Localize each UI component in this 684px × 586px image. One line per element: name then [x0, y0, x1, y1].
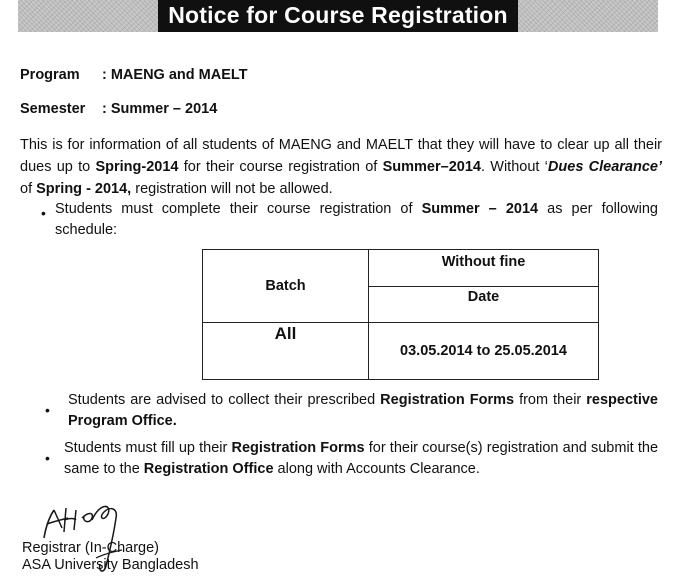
without-fine-header: Without fine	[369, 250, 599, 287]
bullet-text: for their course(s) registration and submit the same to the	[64, 440, 659, 477]
schedule-table	[202, 249, 599, 380]
bullet-dot: •	[45, 402, 50, 418]
signatory-org: ASA University Bangladesh	[22, 557, 199, 573]
semester-row	[20, 101, 217, 117]
batch-value: All	[203, 323, 369, 380]
program-label: Program	[20, 67, 80, 83]
para-bold-summer: Summer–2014	[382, 159, 481, 175]
program-value: : MAENG and MAELT	[102, 67, 248, 83]
semester-label: Semester	[20, 101, 86, 117]
bullet-dot: •	[45, 450, 50, 466]
para-dues-clearance: Dues Clearance’	[547, 159, 663, 175]
batch-header: Batch	[203, 250, 369, 323]
title-banner	[18, 0, 658, 32]
notice-title: Notice for Course Registration	[158, 0, 518, 32]
signatory-title: Registrar (In-Charge)	[22, 540, 159, 556]
bullet-bold-office: respective Program Office.	[68, 392, 658, 429]
bullet-bold-forms: Registration Forms	[231, 440, 365, 456]
para-text: of	[20, 181, 37, 197]
bullet-text: Students must complete their course registration of	[55, 201, 422, 217]
bullet-text: along with Accounts Clearance.	[273, 461, 480, 477]
bullet-bold-reg-office: Registration Office	[143, 461, 274, 477]
bullet-dot: •	[41, 205, 46, 221]
date-header: Date	[369, 286, 599, 323]
para-text: registration will not be allowed.	[131, 181, 333, 197]
para-bold-spring-2014: Spring - 2014,	[36, 181, 132, 197]
para-text: This is for information of all students of MAENG and MAELT that they will have to clear up all their dues up to	[20, 137, 662, 175]
bullet-bold-forms: Registration Forms	[380, 392, 515, 408]
semester-value: : Summer – 2014	[102, 101, 218, 117]
bullet-text: as per following schedule:	[55, 201, 658, 238]
bullet-bold-summer: Summer – 2014	[421, 201, 539, 217]
bullet-text: Students must fill up their	[64, 440, 232, 456]
bullet-forms	[68, 390, 658, 432]
bullet-schedule	[55, 199, 658, 241]
para-bold-spring: Spring-2014	[95, 159, 179, 175]
program-row	[20, 67, 248, 83]
para-text: . Without ‘	[480, 159, 548, 175]
date-range: 03.05.2014 to 25.05.2014	[369, 323, 599, 380]
bullet-text: Students are advised to collect their prescribed	[68, 392, 381, 408]
bullet-submit	[64, 438, 658, 480]
information-paragraph	[20, 134, 662, 200]
para-text: for their course registration of	[178, 159, 383, 175]
bullet-text: from their	[514, 392, 587, 408]
